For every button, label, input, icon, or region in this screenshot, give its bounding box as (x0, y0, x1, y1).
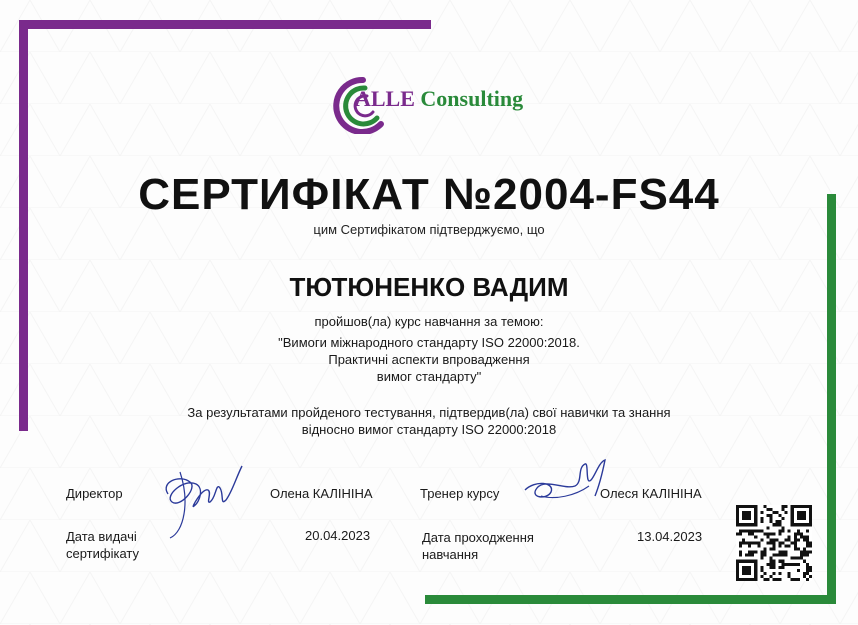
certificate-subtitle: цим Сертифікатом підтверджуємо, що (313, 222, 545, 237)
result-line: За результатами пройденого тестування, підтвердив(ла) свої навички та знання (187, 405, 671, 420)
frame-green-right (827, 194, 836, 604)
trainer-name: Олеся КАЛІНІНА (600, 486, 702, 501)
result-text (0, 404, 858, 438)
course-title (0, 334, 858, 385)
training-date: 13.04.2023 (637, 529, 703, 544)
issue-date-label (66, 528, 139, 562)
frame-green-bottom (425, 595, 836, 604)
issue-date-label-line: сертифікату (66, 546, 139, 561)
issue-date: 20.04.2023 (305, 528, 371, 543)
director-name: Олена КАЛІНІНА (270, 486, 373, 501)
director-label: Директор (66, 486, 123, 501)
qr-code-icon[interactable] (736, 505, 812, 581)
training-date-label-line: навчання (422, 547, 479, 562)
issue-date-label-line: Дата видачі (66, 529, 137, 544)
training-date-label-line: Дата проходження (422, 530, 534, 545)
logo-alle: ALLE (355, 86, 415, 111)
passed-course-text: пройшов(ла) курс навчання за темою: (314, 314, 544, 329)
course-line: "Вимоги міжнародного стандарту ISO 22000:2018. (278, 335, 580, 350)
frame-purple-top (19, 20, 431, 29)
logo-consulting: Consulting (420, 86, 524, 111)
course-line: Практичні аспекти впровадження (328, 352, 530, 367)
training-date-label (422, 529, 534, 563)
certificate-title: СЕРТИФІКАТ №2004-FS44 (138, 170, 720, 219)
logo-wordmark (355, 86, 523, 112)
trainer-label: Тренер курсу (420, 486, 500, 501)
recipient-name: ТЮТЮНЕНКО ВАДИМ (289, 272, 569, 302)
course-line: вимог стандарту" (376, 369, 482, 384)
result-line: відносно вимог стандарту ISO 22000:2018 (301, 422, 557, 437)
director-signature (150, 452, 250, 542)
